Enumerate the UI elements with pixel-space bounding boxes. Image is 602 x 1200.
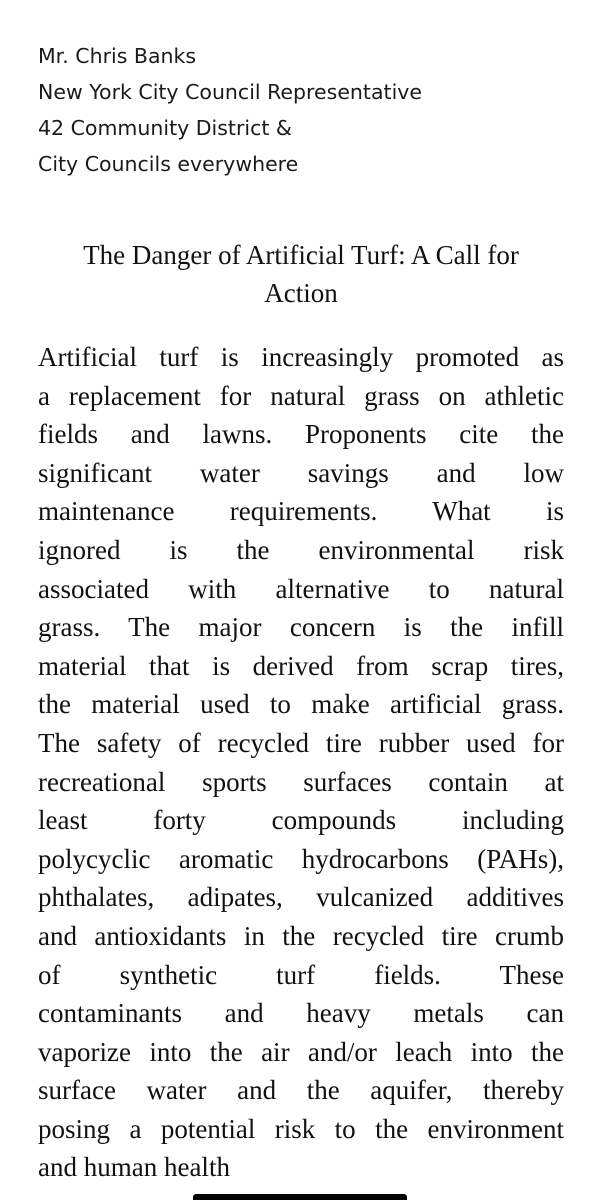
body-line-last: and human health	[38, 1152, 230, 1183]
body-line: phthalates, adipates, vulcanized additives	[38, 882, 564, 913]
body-line: posing a potential risk to the environment	[38, 1113, 564, 1144]
recipient-name: Mr. Chris Banks	[38, 44, 197, 68]
recipient-district: 42 Community District &	[38, 116, 292, 140]
letter-body	[38, 338, 564, 1187]
body-line: The safety of recycled tire rubber used for	[38, 727, 564, 758]
letter-title	[20, 236, 582, 312]
body-line: fields and lawns. Proponents cite the	[38, 419, 564, 450]
recipient-address	[38, 38, 422, 182]
body-line: associated with alternative to natural	[38, 573, 564, 604]
body-line: least forty compounds including	[38, 805, 564, 836]
body-line: the material used to make artificial grass.	[38, 689, 564, 720]
body-line: of synthetic turf fields. These	[38, 959, 564, 990]
body-line: grass. The major concern is the infill	[38, 612, 564, 643]
body-line: maintenance requirements. What is	[38, 496, 564, 527]
body-line: a replacement for natural grass on athletic	[38, 380, 564, 411]
body-line: polycyclic aromatic hydrocarbons (PAHs),	[38, 843, 564, 874]
body-line: significant water savings and low	[38, 457, 564, 488]
recipient-title: New York City Council Representative	[38, 80, 423, 104]
letter-title-line: The Danger of Artificial Turf: A Call for	[83, 240, 519, 270]
body-line: Artificial turf is increasingly promoted as	[38, 342, 564, 372]
body-line: and antioxidants in the recycled tire crumb	[38, 920, 564, 951]
home-indicator-bar[interactable]	[193, 1194, 407, 1200]
body-line: contaminants and heavy metals can	[38, 998, 564, 1029]
body-line: ignored is the environmental risk	[38, 534, 564, 565]
recipient-audience: City Councils everywhere	[38, 152, 299, 176]
body-line: recreational sports surfaces contain at	[38, 766, 564, 797]
body-line: vaporize into the air and/or leach into the	[38, 1036, 564, 1067]
body-line: surface water and the aquifer, thereby	[38, 1075, 564, 1106]
letter-title-line: Action	[264, 278, 338, 308]
body-line: material that is derived from scrap tires,	[38, 650, 564, 681]
